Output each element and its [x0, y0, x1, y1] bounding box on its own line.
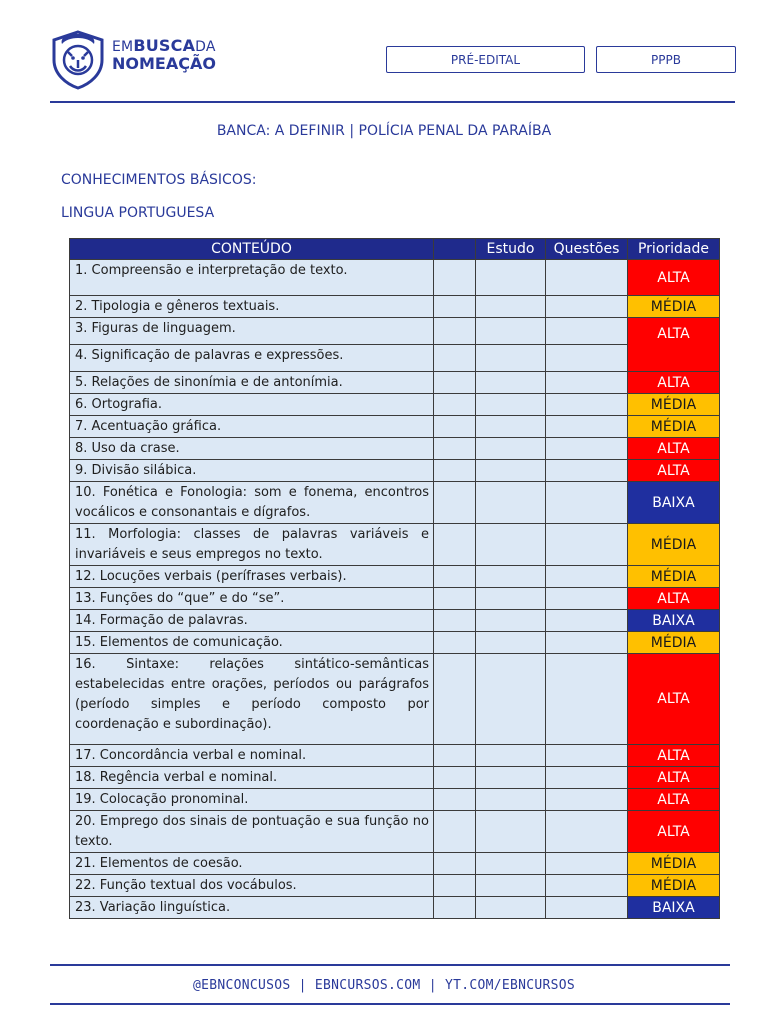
- content-cell: 2. Tipologia e gêneros textuais.: [70, 296, 434, 318]
- content-cell: 11. Morfologia: classes de palavras variáveis e invariáveis e seus empregos no texto.: [70, 524, 434, 566]
- brand-logo: [50, 30, 216, 90]
- questoes-cell[interactable]: [546, 438, 628, 460]
- priority-badge: ALTA: [628, 745, 720, 767]
- questoes-cell[interactable]: [546, 654, 628, 745]
- priority-badge: MÉDIA: [628, 296, 720, 318]
- header-prioridade: Prioridade: [628, 239, 720, 260]
- estudo-cell[interactable]: [476, 897, 546, 919]
- questoes-cell[interactable]: [546, 296, 628, 318]
- table-row: [70, 394, 720, 416]
- header-divider: [50, 101, 735, 103]
- table-row: [70, 897, 720, 919]
- estudo-cell[interactable]: [476, 416, 546, 438]
- blank-cell[interactable]: [434, 482, 476, 524]
- pppb-tag: PPPB: [596, 46, 736, 73]
- questoes-cell[interactable]: [546, 260, 628, 296]
- table-row: [70, 524, 720, 566]
- content-cell: 21. Elementos de coesão.: [70, 853, 434, 875]
- blank-cell[interactable]: [434, 345, 476, 372]
- priority-badge: BAIXA: [628, 897, 720, 919]
- pre-edital-tag: PRÉ-EDITAL: [386, 46, 585, 73]
- blank-cell[interactable]: [434, 897, 476, 919]
- table-row: [70, 416, 720, 438]
- banca-title: BANCA: A DEFINIR | POLÍCIA PENAL DA PARAÍBA: [216, 123, 552, 139]
- estudo-cell[interactable]: [476, 853, 546, 875]
- blank-cell[interactable]: [434, 853, 476, 875]
- blank-cell[interactable]: [434, 318, 476, 345]
- blank-cell[interactable]: [434, 372, 476, 394]
- content-cell: 23. Variação linguística.: [70, 897, 434, 919]
- questoes-cell[interactable]: [546, 566, 628, 588]
- priority-badge: MÉDIA: [628, 416, 720, 438]
- logo-busca: BUSCA: [133, 36, 196, 55]
- table-row: [70, 318, 720, 345]
- content-cell: 22. Função textual dos vocábulos.: [70, 875, 434, 897]
- logo-da: DA: [195, 39, 216, 55]
- table-row: [70, 438, 720, 460]
- blank-cell[interactable]: [434, 811, 476, 853]
- subject-title: LINGUA PORTUGUESA: [61, 205, 215, 221]
- questoes-cell[interactable]: [546, 416, 628, 438]
- table-row: [70, 482, 720, 524]
- blank-cell[interactable]: [434, 416, 476, 438]
- blank-cell[interactable]: [434, 745, 476, 767]
- estudo-cell[interactable]: [476, 875, 546, 897]
- estudo-cell[interactable]: [476, 372, 546, 394]
- estudo-cell[interactable]: [476, 632, 546, 654]
- content-cell: 10. Fonética e Fonologia: som e fonema, encontros vocálicos e consonantais e dígrafos.: [70, 482, 434, 524]
- section-title: CONHECIMENTOS BÁSICOS:: [61, 172, 257, 188]
- content-cell: 7. Acentuação gráfica.: [70, 416, 434, 438]
- table-row: [70, 789, 720, 811]
- table-row: [70, 372, 720, 394]
- content-cell: 20. Emprego dos sinais de pontuação e sua função no texto.: [70, 811, 434, 853]
- questoes-cell[interactable]: [546, 632, 628, 654]
- blank-cell[interactable]: [434, 524, 476, 566]
- table-row: [70, 875, 720, 897]
- table-row: [70, 632, 720, 654]
- blank-cell[interactable]: [434, 875, 476, 897]
- blank-cell[interactable]: [434, 588, 476, 610]
- estudo-cell[interactable]: [476, 438, 546, 460]
- priority-badge: ALTA: [628, 260, 720, 296]
- table-row: [70, 811, 720, 853]
- estudo-cell[interactable]: [476, 524, 546, 566]
- logo-nomeacao: NOMEAÇÃO: [112, 54, 216, 73]
- priority-badge: ALTA: [628, 654, 720, 745]
- estudo-cell[interactable]: [476, 296, 546, 318]
- questoes-cell[interactable]: [546, 524, 628, 566]
- priority-badge: ALTA: [628, 811, 720, 853]
- questoes-cell[interactable]: [546, 318, 628, 345]
- priority-badge: BAIXA: [628, 482, 720, 524]
- questoes-cell[interactable]: [546, 588, 628, 610]
- priority-badge: MÉDIA: [628, 566, 720, 588]
- table-row: [70, 296, 720, 318]
- blank-cell[interactable]: [434, 654, 476, 745]
- logo-em: EM: [112, 39, 134, 55]
- content-cell: 14. Formação de palavras.: [70, 610, 434, 632]
- estudo-cell[interactable]: [476, 482, 546, 524]
- estudo-cell[interactable]: [476, 745, 546, 767]
- content-cell: 16. Sintaxe: relações sintático-semânticas estabelecidas entre orações, períodos ou parágrafos (período simples e período composto por coordenação e subordinação).: [70, 654, 434, 745]
- table-row: [70, 345, 720, 372]
- estudo-cell[interactable]: [476, 588, 546, 610]
- content-cell: 19. Colocação pronominal.: [70, 789, 434, 811]
- footer-divider-bottom: [50, 1003, 730, 1005]
- blank-cell[interactable]: [434, 610, 476, 632]
- lion-shield-icon: [50, 30, 106, 90]
- study-table: [69, 238, 720, 919]
- priority-badge: ALTA: [628, 789, 720, 811]
- blank-cell[interactable]: [434, 566, 476, 588]
- questoes-cell[interactable]: [546, 789, 628, 811]
- table-row: [70, 460, 720, 482]
- priority-badge: ALTA: [628, 372, 720, 394]
- table-row: [70, 566, 720, 588]
- estudo-cell[interactable]: [476, 566, 546, 588]
- blank-cell[interactable]: [434, 632, 476, 654]
- questoes-cell[interactable]: [546, 345, 628, 372]
- questoes-cell[interactable]: [546, 875, 628, 897]
- questoes-cell[interactable]: [546, 610, 628, 632]
- priority-badge: BAIXA: [628, 610, 720, 632]
- questoes-cell[interactable]: [546, 394, 628, 416]
- table-row: [70, 610, 720, 632]
- table-row: [70, 654, 720, 745]
- questoes-cell[interactable]: [546, 897, 628, 919]
- content-cell: 1. Compreensão e interpretação de texto.: [70, 260, 434, 296]
- questoes-cell[interactable]: [546, 853, 628, 875]
- content-cell: 5. Relações de sinonímia e de antonímia.: [70, 372, 434, 394]
- table-row: [70, 260, 720, 296]
- content-cell: 8. Uso da crase.: [70, 438, 434, 460]
- blank-cell[interactable]: [434, 789, 476, 811]
- footer-divider-top: [50, 964, 730, 966]
- blank-cell[interactable]: [434, 767, 476, 789]
- estudo-cell[interactable]: [476, 318, 546, 345]
- table-row: [70, 745, 720, 767]
- priority-badge: MÉDIA: [628, 524, 720, 566]
- priority-badge: MÉDIA: [628, 632, 720, 654]
- estudo-cell[interactable]: [476, 394, 546, 416]
- table-header-row: [70, 239, 720, 260]
- blank-cell[interactable]: [434, 394, 476, 416]
- estudo-cell[interactable]: [476, 789, 546, 811]
- content-cell: 9. Divisão silábica.: [70, 460, 434, 482]
- priority-badge: ALTA: [628, 460, 720, 482]
- priority-badge: MÉDIA: [628, 394, 720, 416]
- blank-cell[interactable]: [434, 460, 476, 482]
- header-blank: [434, 239, 476, 260]
- questoes-cell[interactable]: [546, 460, 628, 482]
- footer-links: @EBNCONCUSOS | EBNCURSOS.COM | YT.COM/EBNCURSOS: [193, 978, 575, 993]
- header-questoes: Questões: [546, 239, 628, 260]
- priority-badge: ALTA: [628, 767, 720, 789]
- blank-cell[interactable]: [434, 260, 476, 296]
- blank-cell[interactable]: [434, 438, 476, 460]
- table-row: [70, 853, 720, 875]
- estudo-cell[interactable]: [476, 654, 546, 745]
- blank-cell[interactable]: [434, 296, 476, 318]
- content-cell: 18. Regência verbal e nominal.: [70, 767, 434, 789]
- table-row: [70, 588, 720, 610]
- content-cell: 13. Funções do “que” e do “se”.: [70, 588, 434, 610]
- estudo-cell[interactable]: [476, 610, 546, 632]
- questoes-cell[interactable]: [546, 745, 628, 767]
- content-cell: 4. Significação de palavras e expressões.: [70, 345, 434, 372]
- priority-badge: ALTA: [628, 318, 720, 372]
- content-cell: 17. Concordância verbal e nominal.: [70, 745, 434, 767]
- content-cell: 12. Locuções verbais (perífrases verbais).: [70, 566, 434, 588]
- table-row: [70, 767, 720, 789]
- priority-badge: ALTA: [628, 438, 720, 460]
- estudo-cell[interactable]: [476, 345, 546, 372]
- priority-badge: MÉDIA: [628, 875, 720, 897]
- priority-badge: ALTA: [628, 588, 720, 610]
- content-cell: 15. Elementos de comunicação.: [70, 632, 434, 654]
- priority-badge: MÉDIA: [628, 853, 720, 875]
- estudo-cell[interactable]: [476, 767, 546, 789]
- estudo-cell[interactable]: [476, 811, 546, 853]
- estudo-cell[interactable]: [476, 460, 546, 482]
- content-cell: 3. Figuras de linguagem.: [70, 318, 434, 345]
- header-estudo: Estudo: [476, 239, 546, 260]
- header-conteudo: CONTEÚDO: [70, 239, 434, 260]
- questoes-cell[interactable]: [546, 767, 628, 789]
- questoes-cell[interactable]: [546, 482, 628, 524]
- questoes-cell[interactable]: [546, 372, 628, 394]
- content-cell: 6. Ortografia.: [70, 394, 434, 416]
- estudo-cell[interactable]: [476, 260, 546, 296]
- questoes-cell[interactable]: [546, 811, 628, 853]
